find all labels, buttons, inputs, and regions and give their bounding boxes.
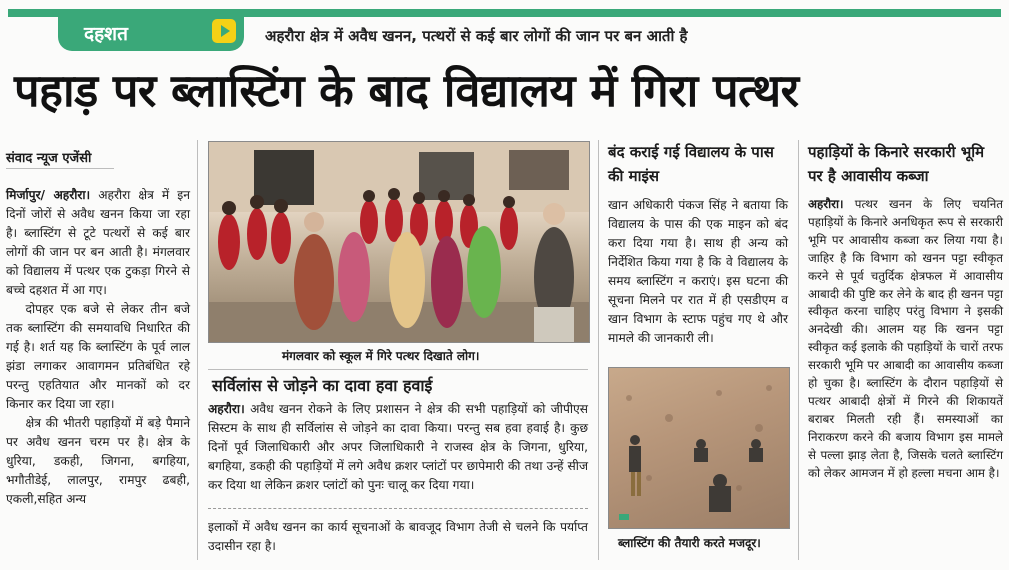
play-icon[interactable] <box>212 19 236 43</box>
workers-photo <box>608 367 790 529</box>
col1-para-1: मिर्जापुर/ अहरौरा। अहरौरा क्षेत्र में इन दिनों जोरों से अवैध खनन किया जा रहा है। ब्लास्टिंग से टूटे पत्थरों से कई बार लोगों की जान पर बन आती है। मंगलवार को विद्यालय में पत्थर एक टुकड़ा गिरने से बच्चे दहशत में आ गए। <box>6 188 190 297</box>
kicker: अहरौरा क्षेत्र में अवैध खनन, पत्थरों से कई बार लोगों की जान पर बन आती है <box>265 27 688 45</box>
center-dateline: अहरौरा। <box>208 402 245 416</box>
col1-dateline: मिर्जापुर/ अहरौरा। <box>6 188 91 202</box>
center-dashed-rule <box>208 508 588 509</box>
col1-para-3: क्षेत्र की भीतरी पहाड़ियों में बड़े पैमाने पर अवैध खनन चरम पर है। क्षेत्र के धुरिया, डकही, जिगना, बगहिया, भगौतीडेई, लालपुर, रामपुर ढबही, एकली,सहित अन्य <box>6 416 190 506</box>
center-column <box>208 400 588 495</box>
column-divider <box>197 140 198 560</box>
photo1-divider <box>208 369 588 370</box>
column-3 <box>608 196 788 348</box>
col1-para-2: दोपहर एक बजे से लेकर तीन बजे तक ब्लास्टिंग की समयावधि निधारित की गई है। शर्त यह कि ब्लास्टिंग के पूर्व लाल झंडा लगाकर आवागमन प्रतिबंधित रहे परन्तु एहतियात और मानकों को दर किनार कर दिया जा रहा। <box>6 302 190 411</box>
col4-subhead: पहाड़ियों के किनारे सरकारी भूमि पर है आवासीय कब्जा <box>808 143 985 185</box>
column-divider <box>798 140 799 560</box>
col3-para-1: खान अधिकारी पंकज सिंह ने बताया कि विद्यालय के पास की एक माइन को बंद करा दिया गया है। साथ ही अन्य को निर्देशित किया गया है कि वे विद्यालय के समय ब्लास्टिंग न कराएं। इस घटना की सूचना मिलने पर रात में ही एसडीएम व खान विभाग के स्टाफ पहुंच गए थे और मामले की जानकारी ली। <box>608 198 788 345</box>
col4-para-1: अहरौरा। पत्थर खनन के लिए चयनित पहाड़ियों के किनारे अनधिकृत रूप से सरकारी भूमि पर आवासीय कब्जा कर लिया गया है। जाहिर है कि विभाग को खनन पट्टा स्वीकृत करने से पूर्व चतुर्दिक क्षेत्रफल में आवासीय आबादी की पुष्टि कर लेने के बाद ही खनन पट्टा स्वीकृत करना चाहिए परंतु विभाग ने इसकी अनदेखी की। आलम यह कि खनन पट्टा स्वीकृत कई इलाके की पहाड़ियों के चारों तरफ सरकारी भूमि पर आबादी का आवासीय कब्जा हो चुका है। ब्लास्टिंग के दौरान पहाड़ियों से पत्थर आबादी क्षेत्रों में गिरने की शिकायतें बराबर मिलती रही हैं। समस्याओं का निराकरण करने की बजाय विभाग इस मामले से पल्ला झाड़ लेता है, जिसके चलते ब्लास्टिंग को लेकर आमजन में हो हल्ला मचना आम है। <box>808 197 1003 480</box>
column-divider <box>598 140 599 560</box>
photo1-caption: मंगलवार को स्कूल में गिरे पत्थर दिखाते लोग। <box>282 349 480 363</box>
photo2-caption: ब्लास्टिंग की तैयारी करते मजदूर। <box>618 536 761 550</box>
school-photo-image <box>209 142 589 342</box>
center-column-lower <box>208 518 588 556</box>
column-4 <box>808 196 1003 483</box>
workers-photo-image <box>609 368 789 528</box>
byline-divider <box>6 168 114 169</box>
center-para-2: इलाकों में अवैध खनन का कार्य सूचनाओं के बावजूद विभाग तेजी से चलने कि पर्याप्त उदासीन रहा है। <box>208 520 588 553</box>
section-tag-label: दहशत <box>84 23 128 45</box>
school-photo <box>208 141 590 343</box>
column-1 <box>6 186 190 509</box>
col4-dateline: अहरौरा। <box>808 197 844 211</box>
headline: पहाड़ पर ब्लास्टिंग के बाद विद्यालय में गिरा पत्थर <box>14 64 799 117</box>
center-subhead: सर्विलांस से जोड़ने का दावा हवा हवाई <box>212 376 433 395</box>
col3-subhead: बंद कराई गई विद्यालय के पास की माइंस <box>608 143 774 185</box>
byline: संवाद न्यूज एजेंसी <box>6 151 92 166</box>
center-para-1: अहरौरा। अवैध खनन रोकने के लिए प्रशासन ने क्षेत्र की सभी पहाड़ियों को जीपीएस सिस्टम के साथ ही सर्विलांस से जोड़ने का दावा किया। परन्तु सब हवा हवाई है। कुछ दिनों पूर्व जिलाधिकारी और अपर जिलाधिकारी ने राजस्व क्षेत्र के जिगना, धुरिया, बगहिया, डकही की पहाड़ियों में लगे अवैध क्रशर प्लांटों पर छापेमारी की तथा उन्हें सीज कर दिया था लेकिन क्रशर प्लांटों को पुनः चालू कर दिया गया। <box>208 402 588 492</box>
